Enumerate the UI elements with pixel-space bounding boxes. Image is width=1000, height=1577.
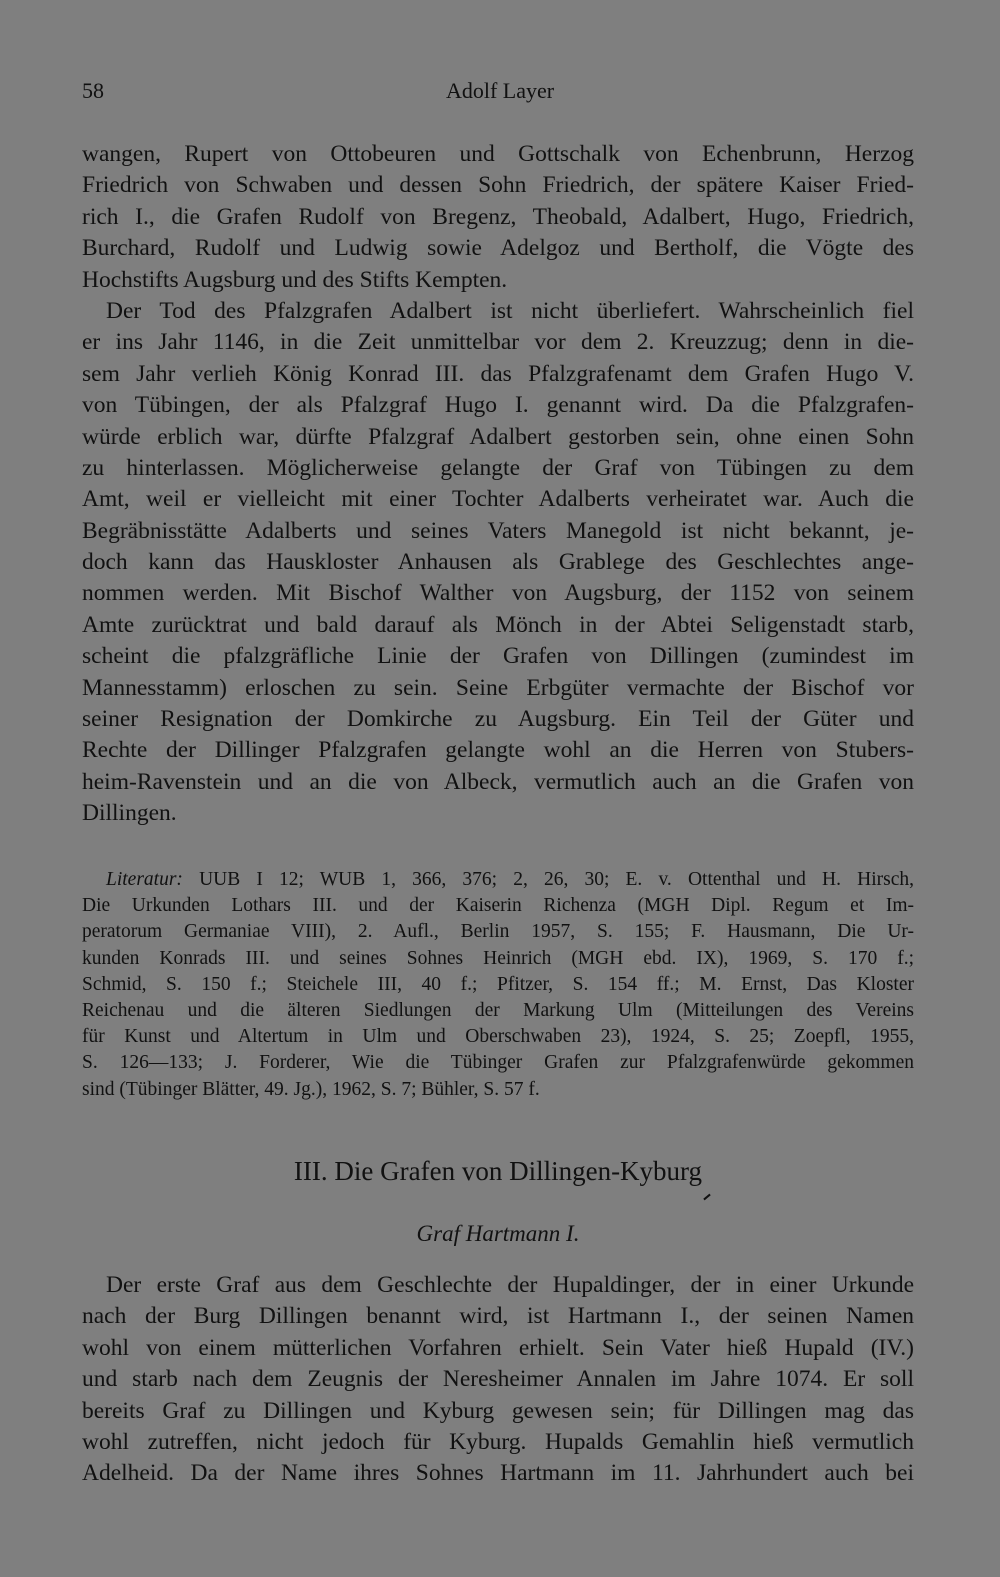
text-line: würde erblich war, dürfte Pfalzgraf Adalbert gestorben sein, ohne einen Sohn bbox=[82, 423, 914, 450]
text-line: Dillingen. bbox=[82, 800, 177, 827]
text-line: Hochstifts Augsburg und des Stifts Kempten. bbox=[82, 266, 508, 293]
text-line: Mannesstamm) erloschen zu sein. Seine Erbgüter vermachte der Bischof vor bbox=[82, 674, 914, 701]
text-line: Rechte der Dillinger Pfalzgrafen gelangte wohl an die Herren von Stubers- bbox=[82, 737, 914, 764]
literature-text: UUB I 12; WUB 1, 366, 376; 2, 26, 30; E. v. Ottenthal und H. Hirsch, bbox=[199, 869, 914, 890]
stray-mark bbox=[703, 1194, 710, 1201]
page-number: 58 bbox=[82, 78, 104, 103]
literature-line: kunden Konrads III. und seines Sohnes Heinrich (MGH ebd. IX), 1969, S. 170 f.; bbox=[82, 947, 914, 969]
text-line: Amt, weil er vielleicht mit einer Tochter Adalberts verheiratet war. Auch die bbox=[82, 486, 914, 513]
literature-line: peratorum Germaniae VIII), 2. Aufl., Berlin 1957, S. 155; F. Hausmann, Die Ur- bbox=[82, 921, 914, 943]
text-line: sem Jahr verlieh König Konrad III. das Pfalzgrafenamt dem Grafen Hugo V. bbox=[82, 360, 914, 387]
literature-line bbox=[82, 867, 914, 893]
text-line: nach der Burg Dillingen benannt wird, ist Hartmann I., der seinen Namen bbox=[82, 1303, 914, 1330]
text-line: doch kann das Hauskloster Anhausen als Grablege des Geschlechtes ange- bbox=[82, 549, 914, 576]
text-line: Burchard, Rudolf und Ludwig sowie Adelgoz und Bertholf, die Vögte des bbox=[82, 235, 914, 262]
literature-label: Literatur: bbox=[106, 869, 183, 890]
text-line: heim-Ravenstein und an die von Albeck, vermutlich auch an die Grafen von bbox=[82, 768, 914, 795]
subheading: Graf Hartmann I. bbox=[416, 1221, 580, 1246]
text-line: und starb nach dem Zeugnis der Neresheimer Annalen im Jahre 1074. Er soll bbox=[82, 1366, 914, 1393]
literature-block bbox=[82, 867, 914, 1103]
running-head bbox=[82, 78, 918, 110]
text-line: wohl von einem mütterlichen Vorfahren erhielt. Sein Vater hieß Hupald (IV.) bbox=[82, 1334, 914, 1361]
text-line: nommen werden. Mit Bischof Walther von Augsburg, der 1152 von seinem bbox=[82, 580, 914, 607]
text-line: seiner Resignation der Domkirche zu Augsburg. Ein Teil der Güter und bbox=[82, 706, 914, 733]
main-text-bottom bbox=[82, 1270, 914, 1490]
text-line: er ins Jahr 1146, in die Zeit unmittelbar vor dem 2. Kreuzzug; denn in die- bbox=[82, 329, 914, 356]
text-line: Der erste Graf aus dem Geschlechte der Hupaldinger, der in einer Urkunde bbox=[106, 1272, 914, 1298]
literature-line: Die Urkunden Lothars III. und der Kaiserin Richenza (MGH Dipl. Regum et Im- bbox=[82, 895, 914, 917]
literature-line: S. 126—133; J. Forderer, Wie die Tübinger Grafen zur Pfalzgrafenwürde gekommen bbox=[82, 1052, 914, 1074]
text-line: Friedrich von Schwaben und dessen Sohn Friedrich, der spätere Kaiser Fried- bbox=[82, 172, 914, 199]
text-line: wangen, Rupert von Ottobeuren und Gottschalk von Echenbrunn, Herzog bbox=[82, 141, 914, 167]
literature-line: für Kunst und Altertum in Ulm und Oberschwaben 23), 1924, S. 25; Zoepfl, 1955, bbox=[82, 1026, 914, 1048]
text-line: Amte zurücktrat und bald darauf als Mönch in der Abtei Seligenstadt starb, bbox=[82, 611, 914, 638]
running-head-title: Adolf Layer bbox=[445, 78, 555, 103]
text-line: bereits Graf zu Dillingen und Kyburg gewesen sein; für Dillingen mag das bbox=[82, 1397, 914, 1424]
text-line: von Tübingen, der als Pfalzgraf Hugo I. genannt wird. Da die Pfalzgrafen- bbox=[82, 392, 914, 419]
literature-line: Schmid, S. 150 f.; Steichele III, 40 f.; Pfitzer, S. 154 ff.; M. Ernst, Das Kloster bbox=[82, 973, 914, 995]
main-text-top bbox=[82, 139, 914, 830]
text-line: wohl zutreffen, nicht jedoch für Kyburg. Hupalds Gemahlin hieß vermutlich bbox=[82, 1428, 914, 1455]
text-line: Begräbnisstätte Adalberts und seines Vaters Manegold ist nicht bekannt, je- bbox=[82, 517, 914, 544]
section-heading: III. Die Grafen von Dillingen-Kyburg bbox=[293, 1156, 703, 1186]
text-line: zu hinterlassen. Möglicherweise gelangte der Graf von Tübingen zu dem bbox=[82, 454, 914, 481]
text-line: scheint die pfalzgräfliche Linie der Grafen von Dillingen (zumindest im bbox=[82, 643, 914, 670]
literature-line: sind (Tübinger Blätter, 49. Jg.), 1962, S. 7; Bühler, S. 57 f. bbox=[82, 1078, 540, 1100]
text-line: Der Tod des Pfalzgrafen Adalbert ist nicht überliefert. Wahrscheinlich fiel bbox=[106, 297, 914, 324]
text-line: Adelheid. Da der Name ihres Sohnes Hartmann im 11. Jahrhundert auch bei bbox=[82, 1460, 914, 1487]
literature-line: Reichenau und die älteren Siedlungen der Markung Ulm (Mitteilungen des Vereins bbox=[82, 999, 914, 1021]
text-line: rich I., die Grafen Rudolf von Bregenz, Theobald, Adalbert, Hugo, Friedrich, bbox=[82, 203, 914, 230]
